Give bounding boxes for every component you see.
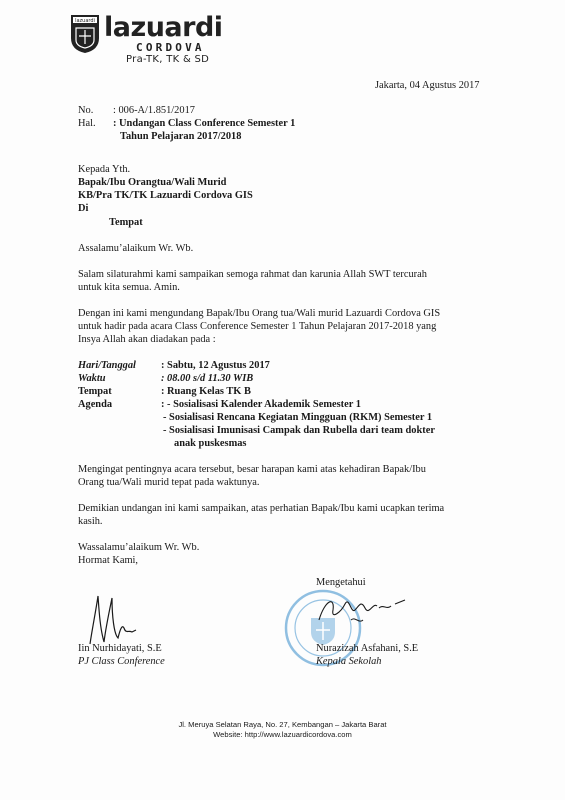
recipient-line5: Tempat	[109, 217, 143, 228]
signature-right	[315, 590, 415, 630]
agenda-label: Agenda	[78, 399, 113, 410]
brand-name: lazuardi	[104, 12, 223, 43]
hal-value-line1: : Undangan Class Conference Semester 1	[113, 118, 296, 129]
para1-line1: Salam silaturahmi kami sampaikan semoga rahmat dan karunia Allah SWT tercurah	[78, 269, 427, 280]
sign-left-heading: Hormat Kami,	[78, 555, 139, 566]
sign-right-role: Kepala Sekolah	[316, 656, 382, 667]
date-line: Jakarta, 04 Agustus 2017	[375, 80, 480, 91]
para3-line2: Orang tua/Wali murid tepat pada waktunya.	[78, 477, 260, 488]
time-value: : 08.00 s/d 11.30 WIB	[161, 373, 254, 384]
agenda-item: - Sosialisasi Rencana Kegiatan Mingguan (RKM) Semester 1	[163, 412, 433, 423]
hal-value-line2: Tahun Pelajaran 2017/2018	[120, 131, 242, 142]
para2-line1: Dengan ini kami mengundang Bapak/Ibu Orang tua/Wali murid Lazuardi Cordova GIS	[78, 308, 441, 319]
agenda-item: : - Sosialisasi Kalender Akademik Semester 1	[161, 399, 361, 410]
sign-right-heading: Mengetahui	[316, 577, 366, 588]
recipient-line4: Di	[78, 203, 89, 214]
sign-right-name: Nurazizah Asfahani, S.E	[316, 643, 419, 654]
agenda-item: - Sosialisasi Imunisasi Campak dan Rubella dari team dokter	[163, 425, 435, 436]
footer-address: Jl. Meruya Selatan Raya, No. 27, Kembangan – Jakarta Barat	[178, 720, 387, 729]
time-label: Waktu	[78, 373, 106, 384]
footer-website: Website: http://www.lazuardicordova.com	[213, 730, 352, 739]
para4-line2: kasih.	[78, 516, 103, 527]
para2-line2: untuk hadir pada acara Class Conference Semester 1 Tahun Pelajaran 2017-2018 yang	[78, 321, 437, 332]
para4-line1: Demikian undangan ini kami sampaikan, atas perhatian Bapak/Ibu kami ucapkan terima	[78, 503, 445, 514]
recipient-line2: Bapak/Ibu Orangtua/Wali Murid	[78, 177, 227, 188]
school-logo	[70, 14, 100, 54]
logo-text: lazuardi	[75, 18, 95, 24]
place-value: : Ruang Kelas TK B	[161, 386, 251, 397]
no-label: No.	[78, 105, 94, 116]
agenda-item: anak puskesmas	[174, 438, 247, 449]
day-value: : Sabtu, 12 Agustus 2017	[161, 360, 270, 371]
brand-sub: CORDOVA	[136, 41, 205, 54]
place-label: Tempat	[78, 386, 112, 397]
no-value: : 006-A/1.851/2017	[113, 105, 195, 116]
closing-greeting: Wassalamu’alaikum Wr. Wb.	[78, 542, 200, 553]
recipient-line3: KB/Pra TK/TK Lazuardi Cordova GIS	[78, 190, 253, 201]
sign-left-name: Iin Nurhidayati, S.E	[78, 643, 162, 654]
para1-line2: untuk kita semua. Amin.	[78, 282, 180, 293]
brand-level: Pra-TK, TK & SD	[126, 54, 210, 65]
sign-left-role: PJ Class Conference	[78, 656, 165, 667]
day-label: Hari/Tanggal	[78, 360, 136, 371]
para3-line1: Mengingat pentingnya acara tersebut, besar harapan kami atas kehadiran Bapak/Ibu	[78, 464, 426, 475]
hal-label: Hal.	[78, 118, 96, 129]
recipient-line1: Kepada Yth.	[78, 164, 131, 175]
para2-line3: Insya Allah akan diadakan pada :	[78, 334, 216, 345]
signature-left	[86, 590, 146, 648]
greeting: Assalamu’alaikum Wr. Wb.	[78, 243, 194, 254]
